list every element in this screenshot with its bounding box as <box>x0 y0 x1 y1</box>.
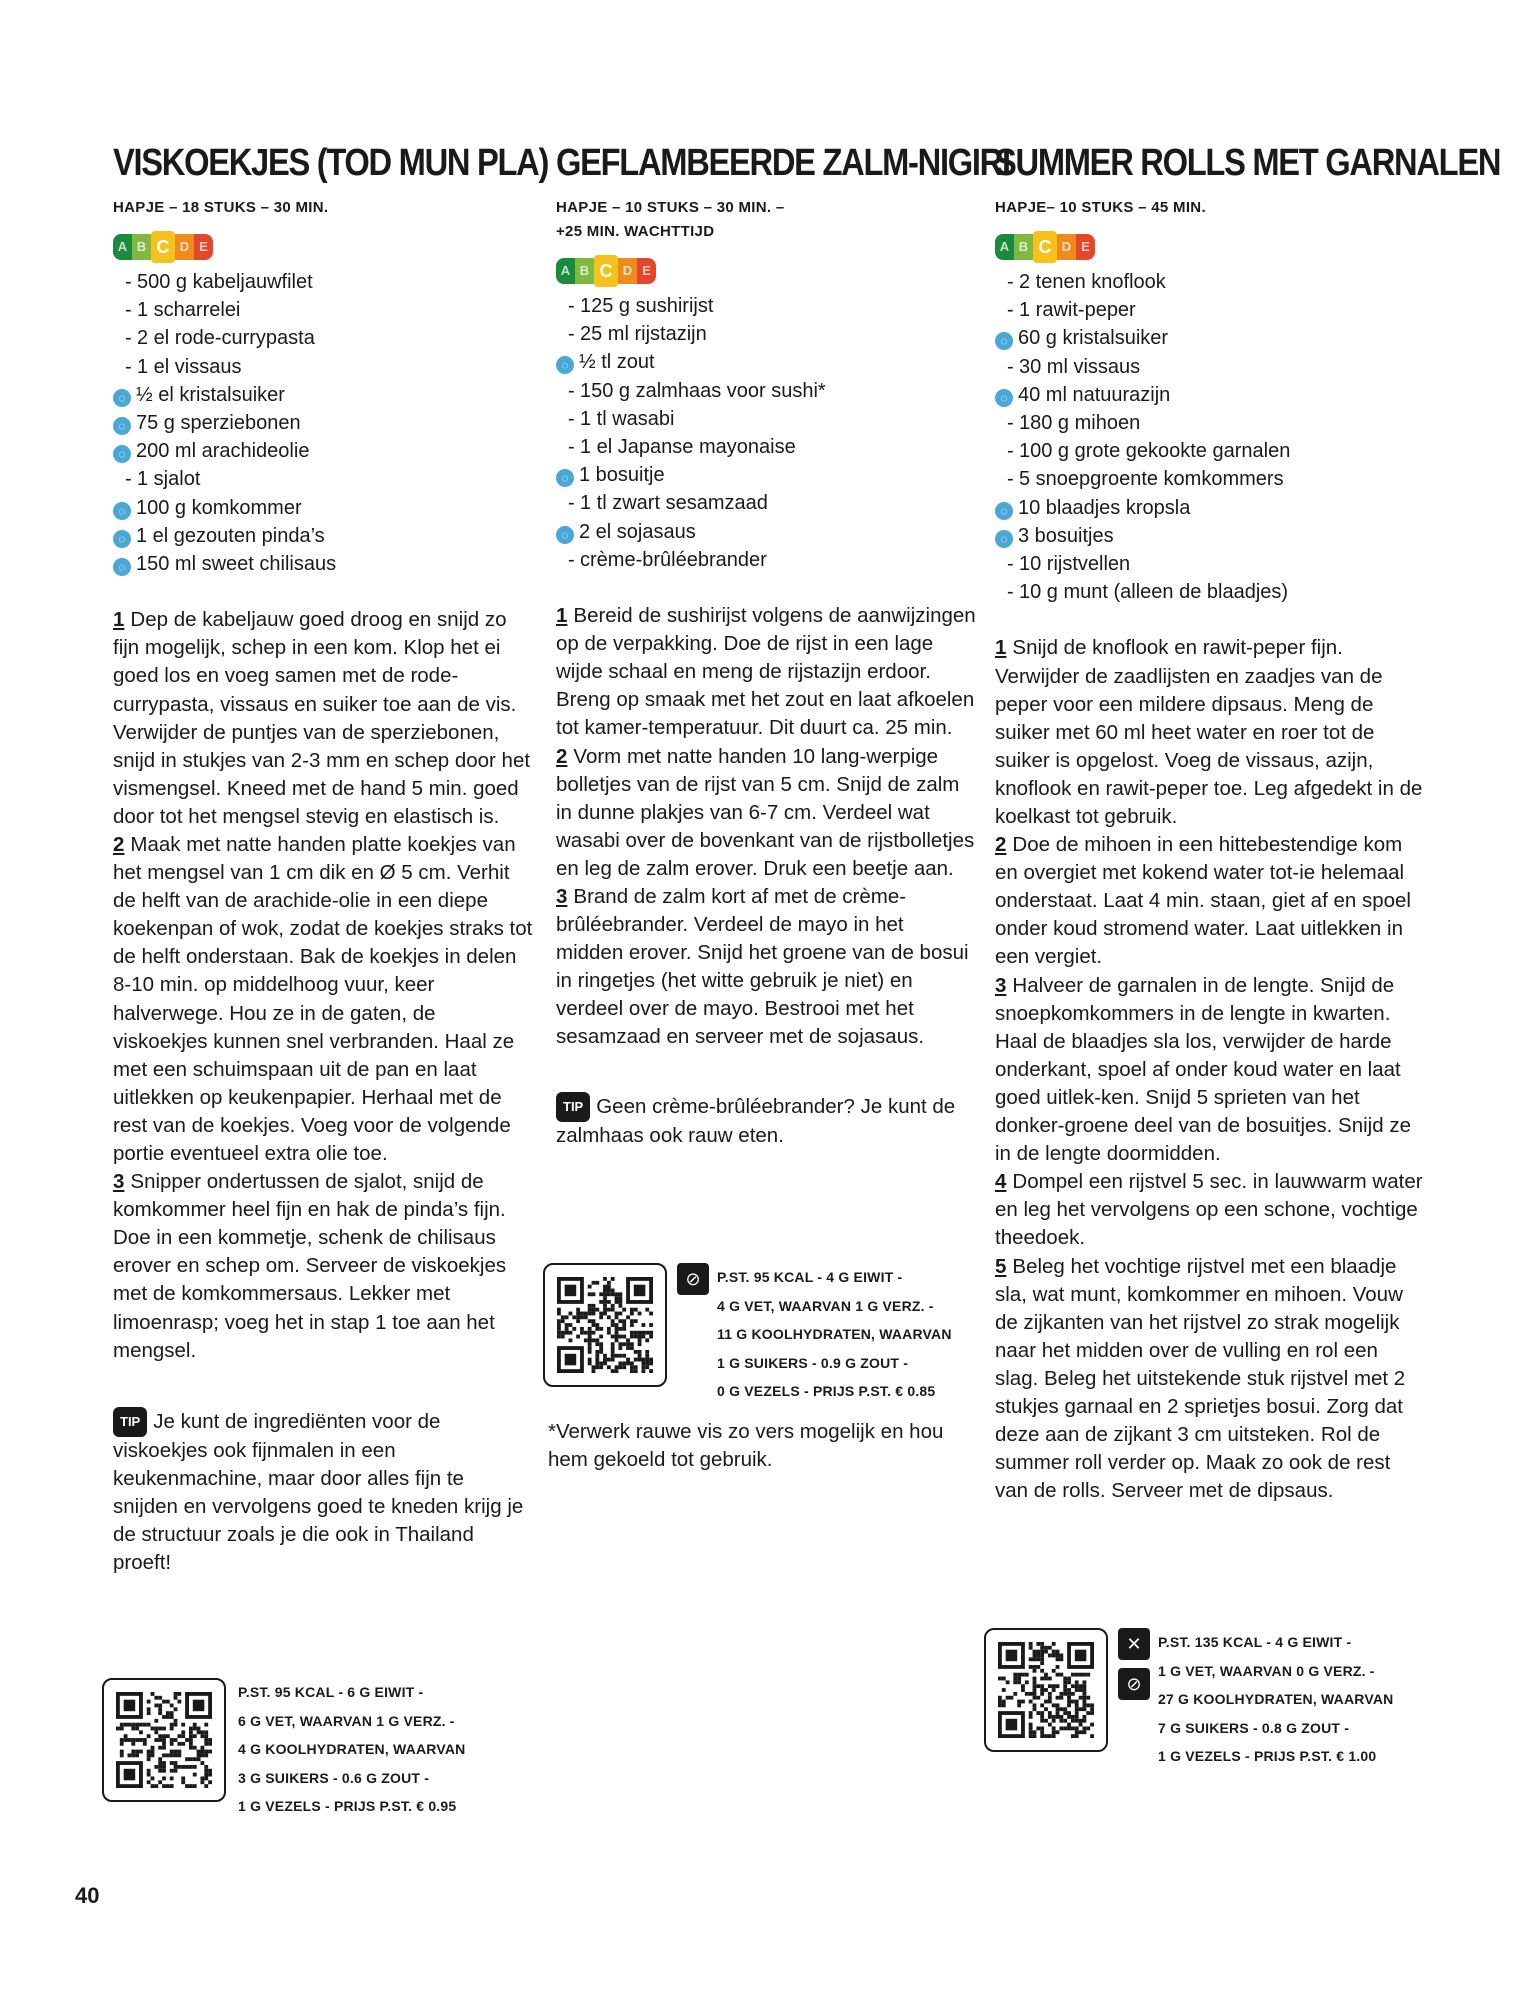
ingredient-item <box>113 494 533 522</box>
ingredient-item <box>995 381 1425 409</box>
ingredient-text: 25 ml rijstazijn <box>580 323 707 346</box>
step-text: Halveer de garnalen in de lengte. Snijd de snoepkomkommers in de lengte in kwarten. Haal de blaadjes sla los, verwijder de harde onderkant, spoel af onder koud water en laat goed uitlek-ken. Snijd 5 sprieten van het donker-groene deel van de bosuitjes. Snijd ze in de lengte doormidden. <box>995 973 1411 1166</box>
nutrition-line: P.ST. 95 KCAL - 4 G EIWIT - <box>717 1269 903 1285</box>
step-text: Dep de kabeljauw goed droog en snijd zo fijn mogelijk, schep in een kom. Klop het ei goed los en voeg samen met de rode-currypasta, vissaus en suiker toe aan de vis. Verwijder de puntjes van de sperziebonen, snijd in stukjes van 2-3 mm en schep door het vismengsel. Kneed met de hand 5 min. goed door tot het mengsel stevig en elastisch is. <box>113 608 531 828</box>
dash-bullet: - <box>125 327 132 350</box>
ingredient-text: 150 ml sweet chilisaus <box>136 553 337 576</box>
step-text: Beleg het vochtige rijstvel met een blaadje sla, wat munt, komkommer en mihoen. Vouw de zijkanten van het rijstvel zo strak mogelijk naar het midden over de vulling en rol een slag. Beleg het uitstekende stuk rijstvel met 2 stukjes garnaal en 2 sprietjes bosui. Zorg dat deze aan de zijkant 3 cm uitsteken. Rol de summer roll verder op. Maak zo ook de rest van de rolls. Serveer met de dipsaus. <box>995 1254 1406 1503</box>
nutrition-box <box>102 1678 465 1821</box>
ingredient-text: 100 g grote gekookte garnalen <box>1019 440 1291 463</box>
sustainable-fish-icon: ◌ <box>113 558 131 576</box>
ingredient-item <box>113 381 533 409</box>
ingredient-text: 150 g zalmhaas voor sushi* <box>580 379 826 402</box>
qr-code-icon <box>557 1277 653 1373</box>
qr-code[interactable] <box>984 1628 1108 1752</box>
nutrition-line: 7 G SUIKERS - 0.8 G ZOUT - <box>1158 1719 1350 1736</box>
ingredient-text: 1 sjalot <box>137 468 201 491</box>
dash-bullet: - <box>568 379 575 402</box>
recipe-title: SUMMER ROLLS MET GARNALEN <box>995 142 1501 184</box>
tip <box>556 1092 976 1150</box>
ingredient-text: 125 g sushirijst <box>580 295 714 317</box>
qr-code[interactable] <box>543 1263 667 1387</box>
qr-code-icon <box>998 1642 1094 1738</box>
step-number: 1 <box>556 604 568 628</box>
ingredient-item <box>995 409 1425 437</box>
dash-bullet: - <box>1007 299 1014 322</box>
step-text: Vorm met natte handen 10 lang-werpige bolletjes van de rijst van 5 cm. Snijd de zalm in dunne plakjes van 6-7 cm. Verdeel wat wasabi over de bovenkant van de rijstbolletjes en leg de zalm erover. Druk een beetje aan. <box>556 744 975 880</box>
nutri-letter-e: E <box>194 234 213 260</box>
recipe-step <box>556 602 976 742</box>
sustainable-fish-icon: ◌ <box>556 526 574 544</box>
ingredient-item <box>556 405 976 433</box>
step-number: 3 <box>995 973 1007 997</box>
nutrition-info <box>238 1678 465 1821</box>
recipe-title: VISKOEKJES (TOD MUN PLA) <box>113 142 549 184</box>
ingredient-text: 10 rijstvellen <box>1019 553 1131 576</box>
nutrition-line: 1 G VEZELS - PRIJS P.ST. € 1.00 <box>1158 1748 1377 1764</box>
step-text: Bereid de sushirijst volgens de aanwijzingen op de verpakking. Doe de rijst in een lage wijde schaal en meng de rijstazijn erdoor. Breng op smaak met het zout en laat afkoelen tot kamer-temperatuur. Dit duurt ca. 25 min. <box>556 604 976 740</box>
ingredient-item <box>556 320 976 348</box>
nutrition-line: 11 G KOOLHYDRATEN, WAARVAN <box>717 1326 952 1342</box>
recipe-viskoekjes <box>113 140 549 1577</box>
recipe-meta-line2: +25 MIN. WACHTTIJD <box>556 223 715 240</box>
nutrition-box <box>543 1263 952 1406</box>
nutri-score <box>556 256 976 286</box>
ingredient-text: 2 el sojasaus <box>579 520 696 543</box>
ingredient-text: ½ el kristalsuiker <box>136 383 285 406</box>
ingredient-text: 180 g mihoen <box>1019 412 1141 435</box>
nutrition-line: 6 G VET, WAARVAN 1 G VERZ. - <box>238 1712 455 1729</box>
ingredient-item <box>995 353 1425 381</box>
ingredient-text: 1 tl zwart sesamzaad <box>580 492 768 515</box>
step-number: 2 <box>113 832 125 856</box>
ingredient-item <box>113 296 533 324</box>
nutri-letter-d: D <box>1057 234 1076 260</box>
step-number: 3 <box>556 884 568 908</box>
sustainable-fish-icon: ◌ <box>113 445 131 463</box>
ingredient-list <box>995 268 1425 606</box>
step-number: 2 <box>995 833 1007 857</box>
recipe-steps <box>995 634 1425 1505</box>
nutrition-line: 27 G KOOLHYDRATEN, WAARVAN <box>1158 1691 1394 1707</box>
ingredient-item <box>113 353 533 381</box>
sustainable-fish-icon: ◌ <box>995 389 1013 407</box>
ingredient-item <box>556 546 976 574</box>
ingredient-item <box>113 268 533 296</box>
footnote: *Verwerk rauwe vis zo vers mogelijk en hou hem gekoeld tot gebruik. <box>548 1420 944 1472</box>
step-text: Snijd de knoflook en rawit-peper fijn. Verwijder de zaadlijsten en zaadjes van de peper voor een mildere dipsaus. Meng de suiker met 60 ml heet water en roer tot de suiker is opgelost. Voeg de vissaus, azijn, knoflook en rawit-peper toe. Leg afgedekt in de koelkast tot gebruik. <box>995 636 1423 828</box>
nutrition-line: P.ST. 135 KCAL - 4 G EIWIT - <box>1158 1634 1352 1650</box>
step-text: Doe de mihoen in een hittebestendige kom en overgiet met kokend water tot-ie helemaal onderstaat. Laat 4 min. staan, giet af en spoel onder koud stromend water. Laat uitlekken in een vergiet. <box>995 833 1411 969</box>
ingredient-item <box>995 522 1425 550</box>
recipe-meta-line1: HAPJE – 10 STUKS – 30 MIN. – <box>556 199 785 216</box>
ingredient-list <box>113 268 533 578</box>
nutrition-line: 1 G VET, WAARVAN 0 G VERZ. - <box>1158 1662 1375 1679</box>
nutri-letter-a: A <box>995 234 1014 260</box>
sustainable-fish-icon: ◌ <box>113 389 131 407</box>
nutri-score <box>995 232 1425 262</box>
step-number: 5 <box>995 1254 1007 1278</box>
step-text: Snipper ondertussen de sjalot, snijd de komkommer heel fijn en hak de pinda’s fijn. Doe in een kommetje, schenk de chilisaus erover en schep om. Serveer de viskoekjes met de komkommersaus. Lekker met limoenrasp; voeg het in stap 1 toe aan het mengsel. <box>113 1170 507 1362</box>
dash-bullet: - <box>1007 412 1014 435</box>
step-text: Brand de zalm kort af met de crème-brûléebrander. Verdeel de mayo in het midden erover. Snijd het groene van de bosui in ringetjes (het witte gebruik je niet) en verdeel over de mayo. Bestrooi met het sesamzaad en serveer met de sojasaus. <box>556 884 969 1049</box>
recipe-step <box>995 634 1425 831</box>
nutri-score <box>113 232 533 262</box>
ingredient-text: 2 tenen knoflook <box>1019 271 1166 293</box>
recipe-step <box>995 831 1425 971</box>
ingredient-item <box>995 494 1425 522</box>
recipe-step <box>556 743 976 883</box>
ingredient-item <box>113 550 533 578</box>
nutri-letter-c: C <box>1033 231 1057 263</box>
recipe-steps <box>556 602 976 1052</box>
ingredient-item <box>556 461 976 489</box>
tip <box>113 1407 533 1578</box>
ingredient-text: 500 g kabeljauwfilet <box>137 271 313 293</box>
dash-bullet: - <box>568 436 575 459</box>
nutri-letter-b: B <box>1014 234 1033 260</box>
ingredient-item <box>995 268 1425 296</box>
recipe-steps <box>113 606 533 1365</box>
sustainable-fish-icon: ◌ <box>995 530 1013 548</box>
dash-bullet: - <box>568 492 575 515</box>
recipe-meta: HAPJE– 10 STUKS – 45 MIN. <box>995 199 1206 216</box>
dash-bullet: - <box>568 295 575 317</box>
dash-bullet: - <box>1007 468 1014 491</box>
no-lactose-icon: ⊘ <box>677 1263 709 1295</box>
nutrition-info <box>717 1263 952 1406</box>
ingredient-text: 1 scharrelei <box>137 299 241 322</box>
nutri-letter-b: B <box>575 258 594 284</box>
dash-bullet: - <box>1007 581 1014 604</box>
ingredient-text: 10 g munt (alleen de blaadjes) <box>1019 581 1289 604</box>
tip-text: Geen crème-brûléebrander? Je kunt de zalmhaas ook rauw eten. <box>556 1094 956 1147</box>
page-number: 40 <box>75 1883 100 1908</box>
recipe-zalm-nigiri <box>556 140 1010 1150</box>
ingredient-text: 1 tl wasabi <box>580 407 675 430</box>
nutri-letter-c: C <box>151 231 175 263</box>
recipe-step <box>995 1253 1425 1506</box>
ingredient-text: 1 el vissaus <box>137 355 242 378</box>
recipe-summer-rolls <box>995 140 1501 1505</box>
recipe-meta: HAPJE – 18 STUKS – 30 MIN. <box>113 199 329 216</box>
dash-bullet: - <box>1007 440 1014 463</box>
nutrition-info <box>1158 1628 1393 1771</box>
step-number: 3 <box>113 1170 125 1194</box>
sustainable-fish-icon: ◌ <box>556 469 574 487</box>
dash-bullet: - <box>568 323 575 346</box>
ingredient-item <box>556 489 976 517</box>
dash-bullet: - <box>568 548 575 571</box>
nutrition-box <box>984 1628 1393 1771</box>
nutri-letter-e: E <box>637 258 656 284</box>
recipe-step <box>995 972 1425 1169</box>
dash-bullet: - <box>125 468 132 491</box>
recipe-step <box>556 883 976 1052</box>
step-text: Maak met natte handen platte koekjes van het mengsel van 1 cm dik en Ø 5 cm. Verhit de helft van de arachide-olie in een diepe koekenpan of wok, zodat de koekjes straks tot de helft onderstaan. Bak de koekjes in delen 8-10 min. op middelhoog vuur, keer halverwege. Hou ze in de gaten, de viskoekjes kunnen snel verbranden. Haal ze met een schuimspaan uit de pan en laat uitlekken op keukenpapier. Herhaal met de rest van de koekjes. Voeg voor de volgende portie eventueel extra olie toe. <box>113 832 533 1166</box>
nutri-letter-d: D <box>618 258 637 284</box>
step-number: 4 <box>995 1170 1007 1194</box>
ingredient-text: ½ tl zout <box>579 351 655 374</box>
qr-code[interactable] <box>102 1678 226 1802</box>
ingredient-item <box>995 296 1425 324</box>
nutri-letter-a: A <box>113 234 132 260</box>
step-number: 1 <box>113 608 125 632</box>
nutrition-line: 0 G VEZELS - PRIJS P.ST. € 0.85 <box>717 1383 936 1399</box>
qr-code-icon <box>116 1692 212 1788</box>
ingredient-text: 1 rawit-peper <box>1019 299 1136 322</box>
sustainable-fish-icon: ◌ <box>995 502 1013 520</box>
nutrition-line: 1 G SUIKERS - 0.9 G ZOUT - <box>717 1354 909 1371</box>
dash-bullet: - <box>1007 553 1014 576</box>
nutrition-line: 4 G KOOLHYDRATEN, WAARVAN <box>238 1741 466 1757</box>
ingredient-list <box>556 292 976 574</box>
no-lactose-icon: ⊘ <box>1118 1668 1150 1700</box>
ingredient-text: 60 g kristalsuiker <box>1018 327 1169 350</box>
sustainable-fish-icon: ◌ <box>995 332 1013 350</box>
no-gluten-icon: ✕ <box>1118 1628 1150 1660</box>
dash-bullet: - <box>125 299 132 322</box>
nutrition-line: 3 G SUIKERS - 0.6 G ZOUT - <box>238 1769 430 1786</box>
ingredient-item <box>113 437 533 465</box>
step-text: Dompel een rijstvel 5 sec. in lauwwarm water en leg het vervolgens op een schone, vochtige theedoek. <box>995 1170 1423 1250</box>
ingredient-item <box>995 578 1425 606</box>
diet-badges <box>1118 1628 1150 1771</box>
ingredient-text: 1 el gezouten pinda’s <box>136 524 325 547</box>
ingredient-item <box>556 292 976 320</box>
step-number: 1 <box>995 636 1007 660</box>
sustainable-fish-icon: ◌ <box>113 502 131 520</box>
tip-badge: TIP <box>113 1407 147 1437</box>
dash-bullet: - <box>1007 355 1014 378</box>
dash-bullet: - <box>1007 271 1014 293</box>
ingredient-item <box>995 550 1425 578</box>
ingredient-text: 2 el rode-currypasta <box>137 327 315 350</box>
ingredient-text: 40 ml natuurazijn <box>1018 383 1171 406</box>
ingredient-item <box>995 465 1425 493</box>
tip-badge: TIP <box>556 1092 590 1122</box>
recipe-meta <box>556 196 976 244</box>
recipe-step <box>113 831 533 1168</box>
ingredient-item <box>556 518 976 546</box>
ingredient-item <box>556 377 976 405</box>
nutri-letter-a: A <box>556 258 575 284</box>
sustainable-fish-icon: ◌ <box>113 530 131 548</box>
dash-bullet: - <box>568 407 575 430</box>
diet-badges <box>677 1263 709 1406</box>
nutrition-line: 1 G VEZELS - PRIJS P.ST. € 0.95 <box>238 1798 457 1814</box>
dash-bullet: - <box>125 271 132 293</box>
nutrition-line: P.ST. 95 KCAL - 6 G EIWIT - <box>238 1684 424 1700</box>
recipe-step <box>113 1168 533 1365</box>
ingredient-text: 3 bosuitjes <box>1018 524 1114 547</box>
ingredient-text: 1 bosuitje <box>579 464 665 487</box>
ingredient-item <box>995 437 1425 465</box>
sustainable-fish-icon: ◌ <box>556 356 574 374</box>
ingredient-item <box>113 324 533 352</box>
ingredient-text: 10 blaadjes kropsla <box>1018 496 1191 519</box>
ingredient-item <box>556 348 976 376</box>
ingredient-text: crème-brûléebrander <box>580 548 767 571</box>
ingredient-text: 30 ml vissaus <box>1019 355 1141 378</box>
nutri-letter-d: D <box>175 234 194 260</box>
ingredient-item <box>113 522 533 550</box>
tip-text: Je kunt de ingrediënten voor de viskoekjes ook fijnmalen in een keukenmachine, maar door alles fijn te snijden en vervolgens goed te kneden krijg je de structuur zoals je die ook in Thailand proeft! <box>113 1409 524 1575</box>
ingredient-text: 1 el Japanse mayonaise <box>580 436 796 459</box>
dash-bullet: - <box>125 355 132 378</box>
step-number: 2 <box>556 744 568 768</box>
ingredient-item <box>113 409 533 437</box>
recipe-step <box>113 606 533 831</box>
ingredient-item <box>113 465 533 493</box>
sustainable-fish-icon: ◌ <box>113 417 131 435</box>
nutri-letter-e: E <box>1076 234 1095 260</box>
ingredient-text: 100 g komkommer <box>136 496 302 519</box>
ingredient-item <box>556 433 976 461</box>
recipe-title: GEFLAMBEERDE ZALM-NIGIRI <box>556 142 1010 184</box>
nutrition-line: 4 G VET, WAARVAN 1 G VERZ. - <box>717 1297 934 1314</box>
ingredient-text: 75 g sperziebonen <box>136 412 301 435</box>
nutri-letter-c: C <box>594 255 618 287</box>
ingredient-text: 200 ml arachideolie <box>136 440 310 463</box>
recipe-step <box>995 1168 1425 1252</box>
ingredient-text: 5 snoepgroente komkommers <box>1019 468 1284 491</box>
ingredient-item <box>995 324 1425 352</box>
nutri-letter-b: B <box>132 234 151 260</box>
